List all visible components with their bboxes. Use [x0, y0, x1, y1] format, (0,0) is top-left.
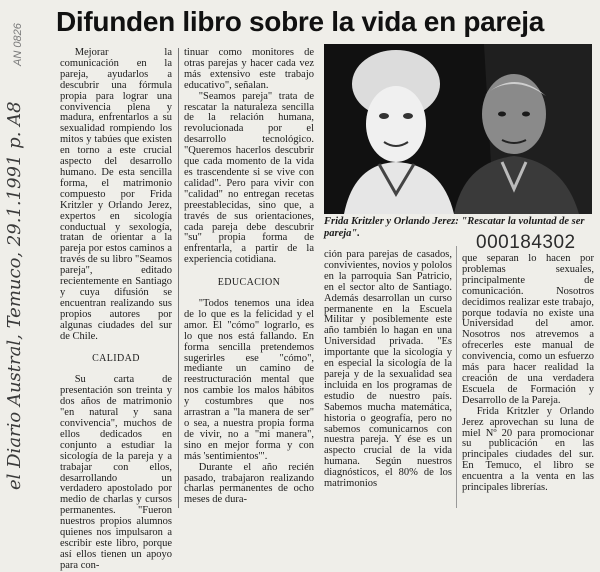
photo-caption: Frida Kritzler y Orlando Jerez: "Rescatar la voluntad de ser pareja".	[324, 216, 585, 239]
couple-photo-image	[324, 44, 592, 214]
paragraph: ción para parejas de casados, convivientes, novios y pololos en la parroquia San Patricio, en el sector alto de Santiago. Además desarrollan un curso permanente en la Escuela Militar y posiblemente este año también lo hagan en una Universidad privada. "Es importante que la sicología y en especial la sicología de la pareja y de la sexualidad sea incluida en los programas de estudio de nuestro país. Sabemos mucha matemática, historia o geografía, pero no sabemos comunicarnos con nuestra pareja. Y ése es un aspecto crucial de la vida humana. Según nuestros diagnósticos, el 80% de los matrimonios	[324, 249, 452, 490]
archive-reference: AN 0826	[12, 23, 24, 66]
column-divider	[456, 246, 457, 508]
paragraph: Frida Kritzler y Orlando Jerez aprovechan su luna de miel Nº 20 para promocionar su publicación en las principales ciudades del sur. En Temuco, el libro se encuentra a la venta en las principales librerías.	[462, 405, 594, 494]
article-column-1	[60, 48, 172, 572]
article-headline: Difunden libro sobre la vida en pareja	[56, 6, 545, 37]
article-column-2	[184, 48, 314, 506]
subheading-educacion: EDUCACION	[217, 277, 281, 289]
lead-paragraph: Mejorar la comunicación en la pareja, ayudarlos a descubrir una fórmula propia para lograr una convivencia plena y madura, enfrentarlos a su sexualidad rompiendo los mitos y tabúes que existen en torno a este crucial aspecto del desarrollo humano. De esta sencilla forma, el matrimonio compuesto por Frida Kritzler y Orlando Jerez, expertos en sicología conductual y sexología, tratan de orientar a la pareja por estos caminos a través de su libro "Seamos pareja", editado recientemente en Santiago y cuya difusión se encuentran realizando sus propios autores por algunas ciudades del sur de Chile.	[60, 47, 172, 342]
photo-couple	[324, 44, 592, 214]
paragraph: Durante el año recién pasado, trabajaron realizando charlas permanentes de ocho meses de dura-	[184, 461, 314, 506]
paragraph: que separan lo hacen por problemas sexuales, principalmente de comunicación. Nosotros decidimos realizar este trabajo, porque todavía no existe una Universidad del amor. Nosotros nos atrevemos a ofrecerles este manual de convivencia, como un esfuerzo más para hacer realidad la creación de una verdadera Escuela de Formación y Desarrollo de la Pareja.	[462, 253, 594, 406]
handwritten-source-note: el Diario Austral, Temuco, 29.1.1991 p. A8	[4, 101, 25, 490]
paragraph: "Todos tenemos una idea de lo que es la felicidad y el amor. El "cómo" lograrlo, es lo que nos está fallando. En forma sencilla pretendemos sugerirles ese "cómo", mediante un camino de reestructuración mental que nos cambie los malos hábitos y costumbres que nos arrastran a "la manera de ser" o sea, a nuestra propia forma de vivir, no a "mi manera", sino en mejor forma y con más 'sentimientos'".	[184, 298, 314, 462]
paragraph: "Seamos pareja" trata de rescatar la naturaleza sencilla de la relación humana, revolucionada por el desarrollo tecnológico. "Queremos hacerlos descubrir que cada momento de la vida es trascendente si se vive con calidad". Pero para vivir con "calidad" no entregan recetas preestablecidas, sino que, a través de sus orientaciones, cada pareja debe descubrir "su" propia forma de enfrentarla, a partir de la experiencia cotidiana.	[184, 90, 314, 266]
article-column-4	[462, 254, 594, 494]
paragraph: tinuar como monitores de otras parejas y hacer cada vez más extensivo este trabajo educativo", señalan.	[184, 47, 314, 91]
subheading-calidad: CALIDAD	[92, 353, 140, 365]
paragraph: Su carta de presentación son treinta y dos años de matrimonio "en natural y sana convivencia", muchos de ellos dedicados en conjunto a estudiar la sicología de la pareja y a trabajar con ellos, desarrollando un verdadero apostolado por medio de charlas y cursos permanentes. "Fueron nuestros propios alumnos quienes nos impulsaron a escribir este libro, porque así ellos tienen un apoyo para con-	[60, 374, 172, 571]
archive-stamp-number: 000184302	[476, 232, 576, 253]
article-column-3	[324, 250, 452, 490]
column-divider	[178, 48, 179, 508]
